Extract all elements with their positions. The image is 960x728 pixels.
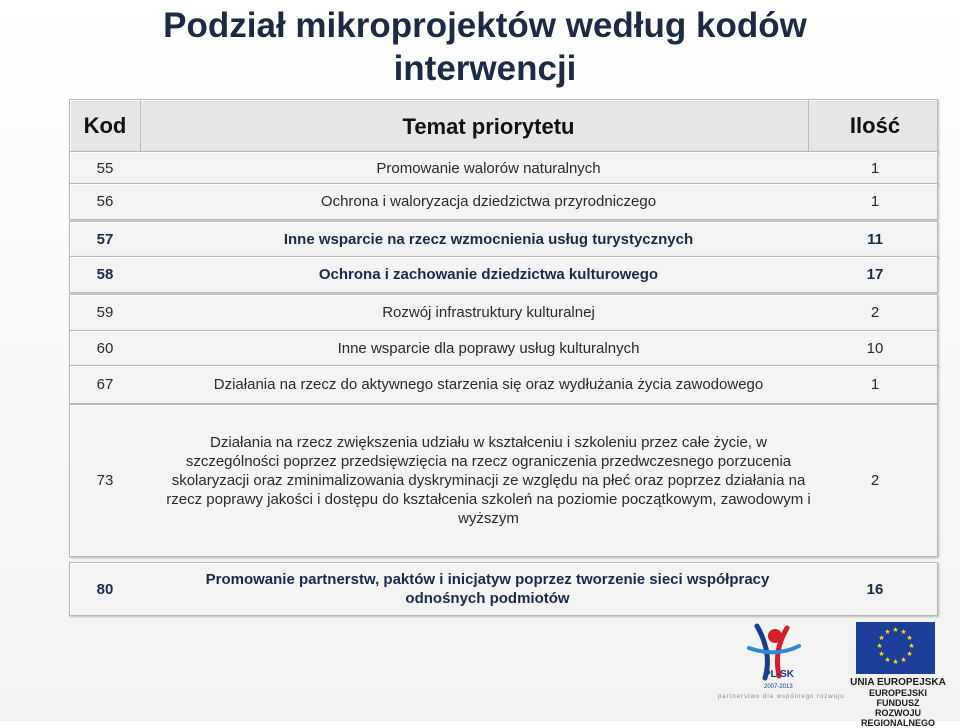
- cell-ilosc: 16: [866, 580, 884, 598]
- cell-ilosc: 1: [870, 193, 880, 210]
- cell-kod: 80: [96, 580, 114, 598]
- cell-temat: Promowanie walorów naturalnych: [376, 159, 601, 177]
- cell-temat: Rozwój infrastruktury kulturalnej: [382, 304, 595, 321]
- cell-temat: Inne wsparcie na rzecz wzmocnienia usług turystycznych: [283, 231, 694, 248]
- svg-text:★: ★: [906, 634, 913, 642]
- cell-temat: Promowanie partnerstw, paktów i inicjatyw poprzez tworzenie sieci współpracy odnośnych podmiotów: [205, 571, 770, 607]
- cell-ilosc: 11: [867, 231, 883, 248]
- cell-kod: 59: [96, 304, 114, 321]
- cell-kod: 57: [96, 231, 114, 248]
- header-ilosc: Ilość: [849, 113, 901, 138]
- cell-kod: 73: [96, 472, 114, 489]
- cell-temat: Ochrona i waloryzacja dziedzictwa przyrodniczego: [320, 193, 657, 210]
- svg-text:★: ★: [906, 650, 913, 658]
- header-kod: Kod: [83, 113, 127, 138]
- page-title: Podział mikroprojektów według kodów interwencji: [163, 6, 807, 88]
- svg-text:★: ★: [892, 626, 899, 634]
- svg-text:★: ★: [884, 656, 891, 664]
- svg-text:★: ★: [900, 656, 907, 664]
- cell-ilosc: 2: [870, 304, 880, 321]
- svg-text:★: ★: [876, 642, 883, 650]
- eu-flag-icon: [856, 622, 935, 674]
- table-row: [69, 330, 938, 367]
- cell-ilosc: 1: [870, 159, 880, 177]
- cell-ilosc: 17: [866, 266, 884, 283]
- cell-kod: 58: [96, 266, 114, 283]
- cell-kod: 67: [96, 376, 114, 393]
- table-row: [69, 365, 938, 404]
- cell-ilosc: 1: [870, 376, 880, 393]
- svg-text:★: ★: [878, 634, 885, 642]
- cell-kod: 56: [96, 193, 114, 210]
- table-row: [69, 562, 938, 616]
- table-row: [69, 221, 938, 258]
- svg-text:★: ★: [900, 628, 907, 636]
- tagline: partnerstwo dla wspólnego rozwoju: [718, 694, 845, 700]
- eu-line2: EUROPEJSKI FUNDUSZ: [868, 688, 928, 708]
- cell-kod: 60: [96, 340, 114, 357]
- table-row: [69, 183, 938, 220]
- cell-temat: Działania na rzecz zwiększenia udziału w kształceniu i szkoleniu przez całe życie, w szczególności poprzez przedsięwzięcia na rzecz ograniczenia przedwczesnego porzucenia skolaryzacji oraz zminimalizowania dyskryminacji ze względu na płeć oraz poprzez działania na rzecz poprawy jakości i dostępu do kształcenia szkoleń na poziomie początkowym, zawodowym i wyższym: [166, 434, 811, 527]
- table-row: [69, 404, 938, 557]
- header-temat: Temat priorytetu: [402, 113, 575, 139]
- cell-ilosc: 10: [866, 340, 884, 357]
- cell-temat: Ochrona i zachowanie dziedzictwa kulturowego: [318, 266, 659, 283]
- table-header: [69, 99, 938, 153]
- plsk-label: PL-SK 2007-2013: [764, 669, 794, 690]
- svg-text:★: ★: [908, 642, 915, 650]
- svg-text:★: ★: [878, 650, 885, 658]
- eu-line3: ROZWOJU REGIONALNEGO: [860, 708, 935, 728]
- cell-ilosc: 2: [870, 472, 880, 489]
- svg-text:★: ★: [892, 658, 899, 666]
- table-row: [69, 151, 938, 185]
- table-row: [69, 256, 938, 293]
- svg-text:★: ★: [884, 628, 891, 636]
- cell-temat: Inne wsparcie dla poprawy usług kulturalnych: [337, 340, 640, 357]
- cell-temat: Działania na rzecz do aktywnego starzenia się oraz wydłużania życia zawodowego: [213, 376, 764, 393]
- cell-kod: 55: [96, 159, 114, 177]
- table-row: [69, 294, 938, 331]
- eu-line1: UNIA EUROPEJSKA: [850, 677, 946, 688]
